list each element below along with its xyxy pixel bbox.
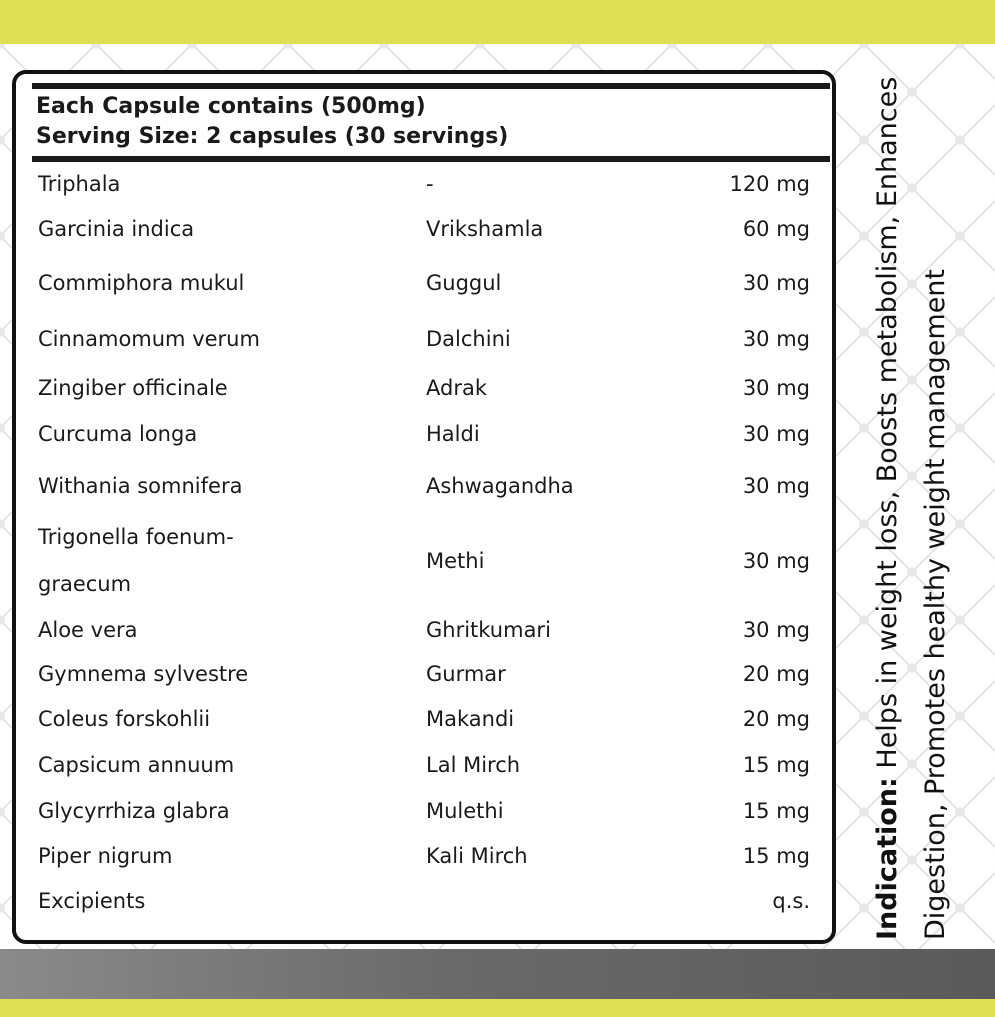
ingredient-common-name: Makandi — [426, 707, 515, 731]
ingredient-name: Garcinia indica — [38, 217, 195, 241]
top-accent-bar — [0, 0, 995, 44]
ingredient-common-name: Dalchini — [426, 327, 511, 351]
ingredient-dose: 30 mg — [742, 618, 810, 642]
ingredient-common-name: Gurmar — [426, 662, 506, 686]
ingredient-name: Curcuma longa — [38, 422, 198, 446]
ingredient-dose: 30 mg — [742, 549, 810, 573]
ingredient-dose: 30 mg — [742, 271, 810, 295]
indication-text — [864, 60, 960, 940]
ingredient-name: Trigonella foenum- — [38, 525, 234, 549]
ingredient-dose: q.s. — [772, 889, 810, 913]
ingredient-dose: 15 mg — [742, 753, 810, 777]
ingredient-common-name: Ashwagandha — [426, 474, 574, 498]
ingredient-name: Excipients — [38, 889, 146, 913]
ingredient-dose: 20 mg — [742, 662, 810, 686]
ingredient-dose: 15 mg — [742, 799, 810, 823]
ingredient-common-name: Vrikshamla — [426, 217, 544, 241]
bottom-accent-bar — [0, 999, 995, 1017]
ingredient-dose: 30 mg — [742, 327, 810, 351]
ingredient-common-name: Haldi — [426, 422, 480, 446]
ingredient-name: Withania somnifera — [38, 474, 243, 498]
ingredient-name: Piper nigrum — [38, 844, 173, 868]
ingredient-common-name: Lal Mirch — [426, 753, 521, 777]
serving-size-heading: Serving Size: 2 capsules (30 servings) — [36, 124, 509, 149]
ingredient-dose: 60 mg — [742, 217, 810, 241]
indication-description: Helps in weight loss, Boosts metabolism, Enhances Digestion, Promotes healthy weight management — [872, 76, 951, 940]
ingredient-panel — [12, 70, 836, 944]
ingredient-name: Zingiber officinale — [38, 376, 228, 400]
ingredient-dose: 30 mg — [742, 422, 810, 446]
ingredient-dose: 30 mg — [742, 474, 810, 498]
ingredient-common-name: Kali Mirch — [426, 844, 528, 868]
ingredient-name: Glycyrrhiza glabra — [38, 799, 230, 823]
ingredient-name-continued: graecum — [38, 572, 132, 596]
ingredient-name: Coleus forskohlii — [38, 707, 211, 731]
ingredient-common-name: Adrak — [426, 376, 487, 400]
capsule-contents-heading: Each Capsule contains (500mg) — [36, 94, 426, 119]
ingredient-name: Triphala — [38, 172, 121, 196]
indication-label: Indication: — [872, 777, 903, 940]
ingredient-name: Capsicum annuum — [38, 753, 235, 777]
ingredient-dose: 30 mg — [742, 376, 810, 400]
bottom-gray-band — [0, 949, 995, 999]
ingredient-common-name: Methi — [426, 549, 485, 573]
ingredient-name: Commiphora mukul — [38, 271, 245, 295]
ingredient-common-name: Ghritkumari — [426, 618, 551, 642]
ingredient-common-name: - — [426, 172, 434, 196]
ingredient-common-name: Mulethi — [426, 799, 504, 823]
ingredient-dose: 120 mg — [729, 172, 810, 196]
ingredient-row — [16, 525, 832, 605]
ingredient-name: Gymnema sylvestre — [38, 662, 249, 686]
ingredient-common-name: Guggul — [426, 271, 502, 295]
ingredient-name: Aloe vera — [38, 618, 138, 642]
ingredient-dose: 15 mg — [742, 844, 810, 868]
panel-header-rule — [32, 156, 830, 162]
ingredient-dose: 20 mg — [742, 707, 810, 731]
ingredient-name: Cinnamomum verum — [38, 327, 260, 351]
panel-top-rule — [32, 83, 830, 89]
